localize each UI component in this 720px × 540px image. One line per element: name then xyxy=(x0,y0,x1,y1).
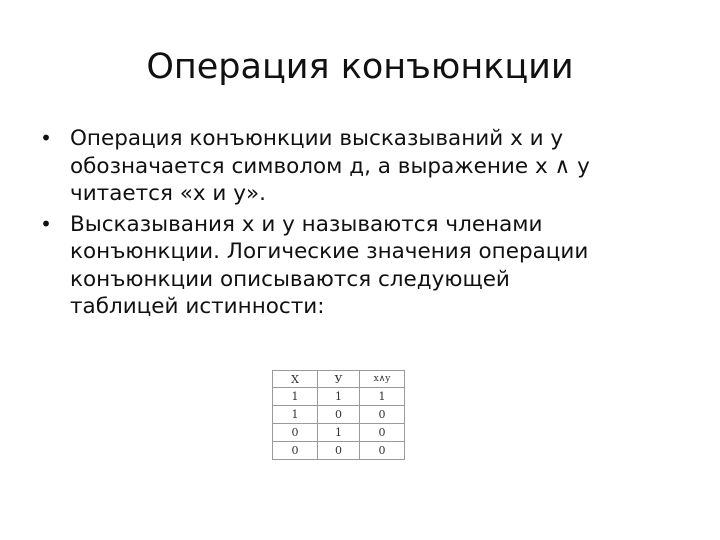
table-cell: 1 xyxy=(273,406,318,424)
table-row xyxy=(273,388,405,406)
table-cell: 0 xyxy=(360,442,405,460)
table-header-cell: X xyxy=(273,371,318,388)
table-cell: 1 xyxy=(360,388,405,406)
bullet-dot-icon: • xyxy=(40,126,52,150)
table-cell: 0 xyxy=(318,406,360,424)
bullet-list xyxy=(36,125,696,324)
table-cell: 0 xyxy=(273,442,318,460)
table-header-row xyxy=(273,371,405,388)
bullet-line: Высказывания х и у называются членами xyxy=(70,211,543,237)
table-header-cell: x∧y xyxy=(360,371,405,388)
table-cell: 0 xyxy=(273,424,318,442)
table-cell: 0 xyxy=(360,406,405,424)
table-header-cell: У xyxy=(318,371,360,388)
bullet-item-2 xyxy=(36,211,696,321)
truth-table xyxy=(272,370,405,460)
bullet-line: читается «х и у». xyxy=(70,181,266,206)
bullet-line: обозначается символом д, а выражение х ∧ у xyxy=(70,153,590,179)
table-row xyxy=(273,424,405,442)
table-row xyxy=(273,442,405,460)
bullet-line: таблицей истинности: xyxy=(70,294,325,319)
bullet-line: конъюнкции описываются следующей xyxy=(70,266,510,292)
table-cell: 1 xyxy=(273,388,318,406)
table-cell: 0 xyxy=(318,442,360,460)
table-row xyxy=(273,406,405,424)
bullet-line: конъюнкции. Логические значения операции xyxy=(70,239,589,264)
table-cell: 1 xyxy=(318,388,360,406)
bullet-item-1 xyxy=(36,125,696,208)
table-cell: 1 xyxy=(318,424,360,442)
bullet-dot-icon: • xyxy=(40,211,52,236)
slide-title: Операция конъюнкции xyxy=(146,47,574,87)
bullet-line: Операция конъюнкции высказываний х и у xyxy=(70,126,564,151)
table-cell: 0 xyxy=(360,424,405,442)
